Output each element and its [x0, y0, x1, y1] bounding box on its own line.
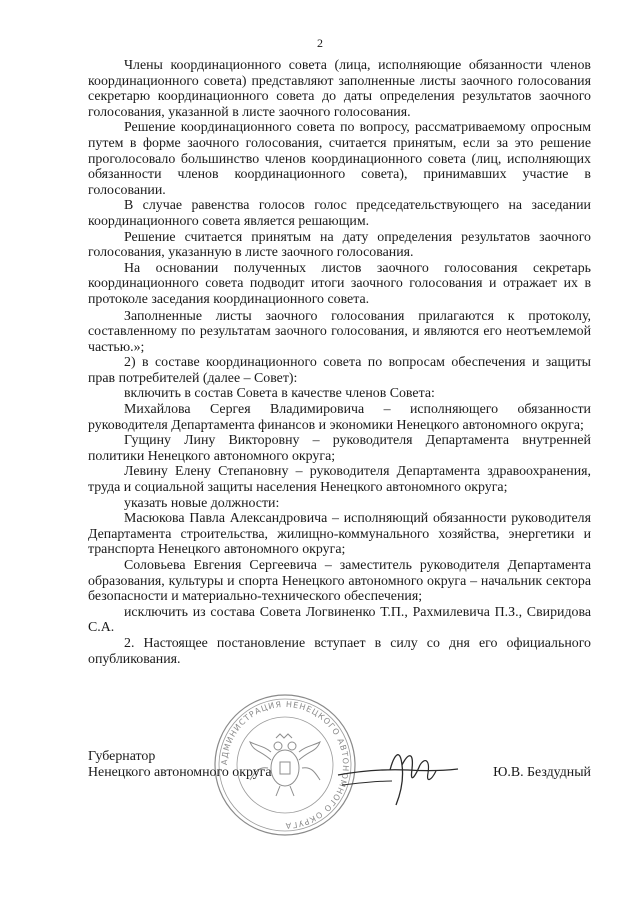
- paragraph: Левину Елену Степановну – руководителя Департамента здравоохранения, труда и социальной защиты населения Ненецкого автономного округа;: [88, 464, 591, 496]
- paragraph: Масюкова Павла Александровича – исполняющий обязанности руководителя Департамента строительства, жилищно-коммунального хозяйства, энергетики и транспорта Ненецкого автономного округа;: [88, 511, 591, 558]
- document-body: [88, 58, 591, 667]
- paragraph: Решение координационного совета по вопросу, рассматриваемому опросным путем в форме заочного голосования, считается принятым, если за это решение проголосовало большинство членов координационного совета (лиц, исполняющих обязанности членов координационного совета), принимавших участие в голосовании.: [88, 120, 591, 198]
- seal-text: АДМИНИСТРАЦИЯ НЕНЕЦКОГО АВТОНОМНОГО ОКРУГА: [219, 699, 351, 831]
- handwritten-signature: [330, 735, 470, 810]
- paragraph: включить в состав Совета в качестве членов Совета:: [124, 386, 435, 402]
- paragraph: Решение считается принятым на дату определения результатов заочного голосования, указанную в листе заочного голосования.: [88, 229, 591, 261]
- paragraph: Члены координационного совета (лица, исполняющие обязанности членов координационного совета) представляют заполненные листы заочного голосования секретарю координационного совета до даты определения результатов заочного голосования, указанной в листе заочного голосования.: [88, 58, 591, 120]
- paragraph: Гущину Лину Викторовну – руководителя Департамента внутренней политики Ненецкого автономного округа;: [88, 433, 591, 464]
- paragraph: 2) в составе координационного совета по вопросам обеспечения и защиты прав потребителей (далее – Совет):: [88, 355, 591, 386]
- paragraph: В случае равенства голосов голос председательствующего на заседании координационного совета является решающим.: [88, 198, 591, 229]
- paragraph: указать новые должности:: [124, 495, 280, 511]
- paragraph: Соловьева Евгения Сергеевича – заместитель руководителя Департамента образования, культуры и спорта Ненецкого автономного округа – начальник сектора безопасности и материально-технического обеспечения;: [88, 558, 591, 605]
- paragraph: На основании полученных листов заочного голосования секретарь координационного совета подводит итоги заочного голосования и отражает их в протоколе заседания координационного совета.: [88, 260, 591, 307]
- paragraph: Заполненные листы заочного голосования прилагаются к протоколу, составленному по результатам заочного голосования, и являются его неотъемлемой частью.»;: [88, 308, 591, 355]
- paragraph: Михайлова Сергея Владимировича – исполняющего обязанности руководителя Департамента финансов и экономики Ненецкого автономного округа;: [88, 402, 591, 433]
- signatory-title-line: Ненецкого автономного округа: [88, 765, 272, 780]
- paragraph: 2. Настоящее постановление вступает в силу со дня его официального опубликования.: [88, 635, 591, 667]
- signatory-name: Ю.В. Бездудный: [493, 765, 591, 780]
- signatory-title-line: Губернатор: [88, 749, 156, 764]
- paragraph: исключить из состава Совета Логвиненко Т.П., Рахмилевича П.З., Свиридова С.А.: [88, 604, 591, 636]
- page-number: 2: [317, 36, 323, 50]
